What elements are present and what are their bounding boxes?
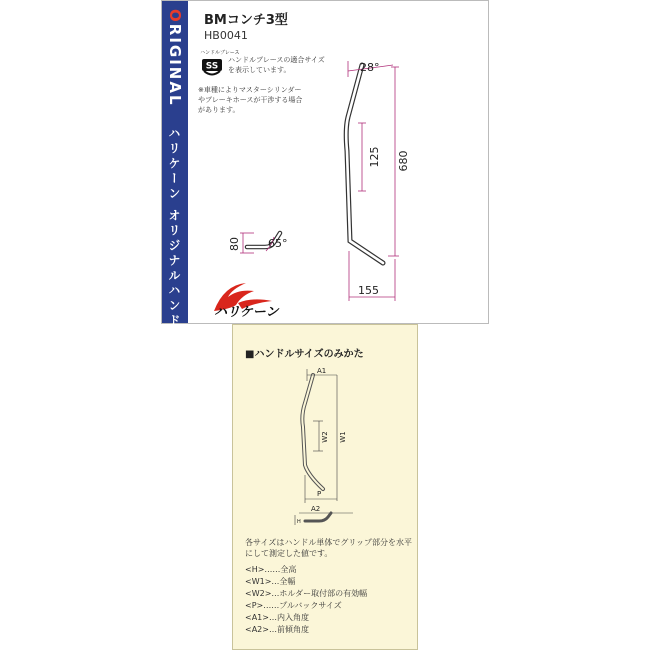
product-name: BMコンチ3型 xyxy=(204,13,288,28)
guide-diagram xyxy=(233,325,417,535)
top-angle-label: 28° xyxy=(360,61,380,74)
band-title-first-letter: O xyxy=(166,9,184,24)
handlebar-drawing xyxy=(162,1,488,323)
w2-label: 125 xyxy=(368,146,381,168)
product-card xyxy=(161,0,489,345)
guide-a1-label: A1 xyxy=(317,367,327,375)
size-guide-panel xyxy=(232,324,418,650)
guide-h-label: H xyxy=(297,519,301,525)
guide-a2-label: A2 xyxy=(311,505,321,513)
interference-note: ※車種によりマスターシリンダーやブレーキホースが干渉する場合があります。 xyxy=(198,86,303,114)
logo-text: ハリケーン xyxy=(214,305,279,320)
legend-item-w1: <W1>…全幅 xyxy=(245,577,296,586)
product-code: HB0041 xyxy=(204,29,248,42)
guide-w1-label: W1 xyxy=(339,431,347,443)
guide-handlebar-outline xyxy=(302,375,323,489)
ss-badge-description: ハンドルブレースの適合サイズを表示しています。 xyxy=(228,56,325,74)
legend-item-a1: <A1>…内入角度 xyxy=(245,613,309,622)
guide-description: 各サイズはハンドル単体でグリップ部分を水平にして測定した値です。 xyxy=(245,538,413,558)
pullback-label: 155 xyxy=(358,284,379,297)
guide-title: ■ハンドルサイズのみかた xyxy=(245,349,364,360)
legend-item-a2: <A2>…前傾角度 xyxy=(245,625,309,634)
ss-badge-label: ハンドルブレース xyxy=(200,50,240,56)
guide-side-view xyxy=(305,513,331,521)
band-subtitle: ハリケーン オリジナルハンドル xyxy=(167,127,181,345)
legend-item-p: <P>……プルバックサイズ xyxy=(245,601,342,610)
legend-item-w2: <W2>…ホルダー取付部の有効幅 xyxy=(245,589,368,598)
guide-w2-label: W2 xyxy=(321,431,329,443)
legend-item-h: <H>……全高 xyxy=(245,565,297,574)
ss-badge-text: SS xyxy=(205,61,219,72)
height-label: 680 xyxy=(397,150,410,172)
band-title-rest: RIGINAL xyxy=(166,23,184,107)
side-angle-label: 65° xyxy=(268,237,288,250)
side-height-label: 80 xyxy=(228,237,241,251)
guide-p-label: P xyxy=(317,490,322,498)
